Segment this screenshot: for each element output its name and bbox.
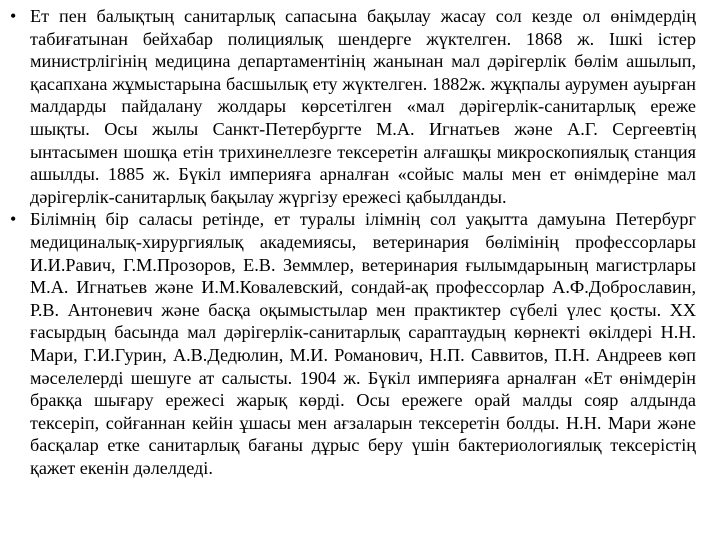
bullet-icon: •: [10, 6, 17, 26]
paragraph-text: Ет пен балықтың санитарлық сапасына бақылау жасау сол кезде ол өнімдердің табиғатынан бейхабар полициялық шендерге жүктелген. 1868 ж. Ішкі істер министрлігінің медицина департаментінің жанынан мал дәрігерлік бөлім ашылып, қасапхана жұмыстарына басшылық ету жүктелген. 1882ж. жұқпалы аурумен ауырған малдарды пайдалану жолдары көрсетілген «мал дәрігерлік-санитарлық ереже шықты. Осы жылы Санкт-Петербургте М.А. Игнатьев және А.Г. Сергеевтің ынтасымен шошқа етін трихинеллезге тексеретін алғашқы микроскопиялық станция ашылды. 1885 ж. Бүкіл империяға арналған «сойыс малы мен ет өнімдеріне мал дәрігерлік-санитарлық бақылау жүргізу ережесі қабылданды.: [30, 6, 696, 207]
paragraph-text: Білімнің бір саласы ретінде, ет туралы ілімнің сол уақытта дамуына Петербург медициналық-хирургиялық академиясы, ветеринария бөлімінің профессорлары И.И.Равич, Г.М.Прозоров, Е.В. Земмлер, ветеринария ғылымдарының магистрлары М.А. Игнатьев және И.М.Ковалевский, сондай-ақ профессорлар А.Ф.Доброславин, Р.В. Антоневич және басқа оқымыстылар мен практиктер сүбелі үлес қосты. XX ғасырдың басында мал дәрігерлік-санитарлық сараптаудың көрнекті өкілдері Н.Н. Мари, Г.И.Гурин, А.В.Дедюлин, М.И. Романович, Н.П. Саввитов, П.Н. Андреев көп мәселелерді шешуге ат салысты. 1904 ж. Бүкіл империяға арналған «Ет өнімдерін бракқа шығару ережесі жарық көрді. Осы ережеге орай малды сояр алдында тексеріп, сойғаннан кейін ұшасы мен ағзаларын тексеретін болды. Н.Н. Мари және басқалар етке санитарлық бағаны дұрыс беру үшін бактериологиялық тексерістің қажет екенін дәлелдеді.: [30, 209, 696, 478]
list-item: [8, 5, 696, 208]
list-item: [8, 208, 696, 479]
bullet-icon: •: [10, 209, 17, 230]
bullet-list: [8, 5, 696, 479]
